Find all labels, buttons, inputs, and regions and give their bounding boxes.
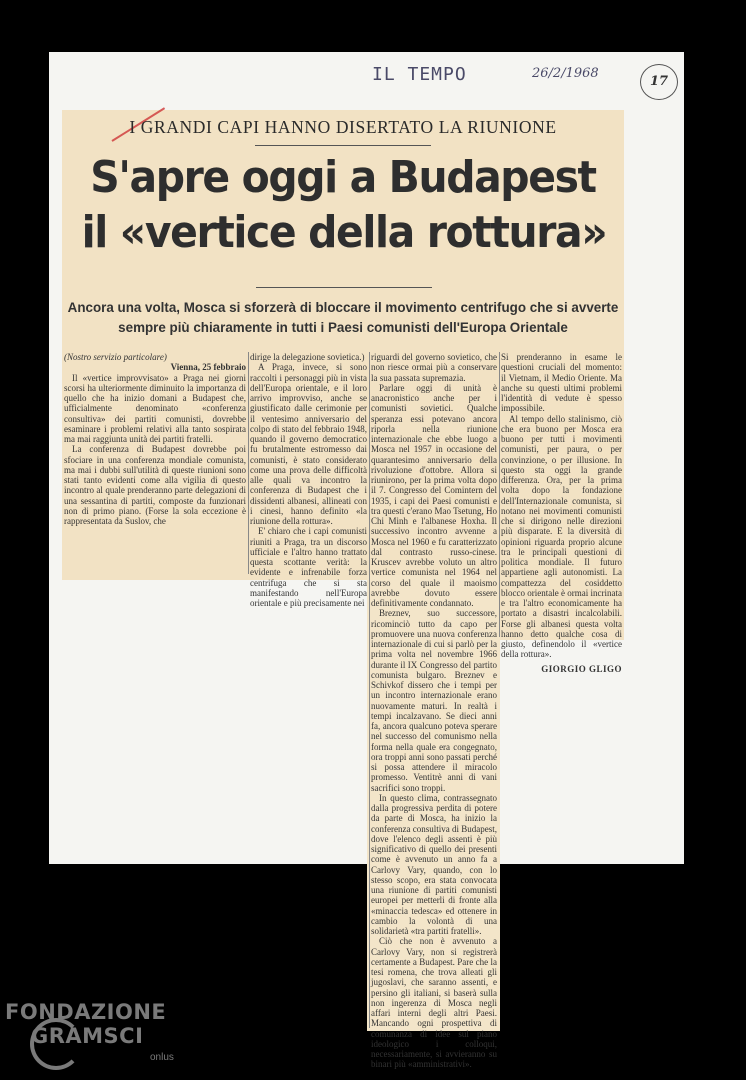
column-divider <box>369 352 370 1028</box>
kicker-rule <box>255 145 431 146</box>
paragraph: Il «vertice improvvisato» a Praga nei giorni scorsi ha ulteriormente diminuito la importanza di quello che ha inizio domani a Budapest che, ufficialmente denominato «conferenza consultiva» dei partiti comunisti, dovrebbe esaminare i problemi relativi alla tanto sospirata ma mai raggiunta unità dei partiti fratelli. <box>64 372 246 444</box>
headline-rule <box>256 287 432 288</box>
article-kicker: I GRANDI CAPI HANNO DISERTATO LA RIUNIONE <box>129 117 557 137</box>
article-headline <box>82 150 605 260</box>
paragraph: Parlare oggi di unità è anacronistico anche per i comunisti sovietici. Qualche speranza essi potevano ancora riporla nella riunione internazionale che ebbe luogo a Mosca nel 1957 in occasione del quarantesimo anniversario della rivoluzione d'ottobre. Allora si riunirono, per la prima volta dopo il 7. Congresso del Comintern del 1935, i capi dei Paesi comunisti e tra questi c'erano Mao Tsetung, Ho Chi Minh e l'albanese Hoxha. Il successivo incontro avvenne a Mosca nel 1960 e fu caratterizzato dal contrasto russo-cinese. Kruscev avrebbe voluto un altro vertice comunista nel 1964 nel corso del quale il maoismo avrebbe dovuto essere definitivamente condannato. <box>371 382 497 608</box>
paragraph: A Praga, invece, si sono raccolti i personaggi più in vista dell'Europa orientale, e il loro arrivo improvviso, anche se giustificato dalle cerimonie per il ventesimo anniversario del colpo di stato del febbraio 1948, quando il governo democratico fu brutalmente estromesso dai comunisti, è stato considerato come una prova delle difficoltà alle quali va incontro la conferenza di Budapest che i dissidenti albanesi, allineati con i cinesi, hanno definito «la riunione della rottura». <box>250 362 367 526</box>
folio-number: 17 <box>640 64 678 100</box>
byline-service: (Nostro servizio particolare) <box>64 352 167 362</box>
article-column-2 <box>250 352 367 608</box>
logo-line-2: GRAMSCI <box>31 1024 144 1048</box>
logo-onlus: onlus <box>150 1052 174 1063</box>
article-column-3 <box>371 352 497 1070</box>
column-divider <box>499 352 500 637</box>
paragraph: Ciò che non è avvenuto a Carlovy Vary, non si registrerà certamente a Budapest. Pare che la tesi romena, che trova alleati gli jugoslavi, che saranno assenti, e persino gli italiani, si baserà sulla non ingerenza di Mosca negli affari interni degli altri Paesi. Mancando ogni prospettiva di comunanza di idee sul piano ideologico i colloqui, necessariamente, si avvieranno su binari più «amministrativi». <box>371 936 497 1070</box>
headline-line-1: S'apre oggi a Budapest <box>90 152 596 203</box>
article-column-4 <box>501 352 622 674</box>
author-signature: GIORGIO GLIGO <box>541 663 622 674</box>
column-divider <box>248 352 249 574</box>
paragraph: riguardi del governo sovietico, che non riesce ormai più a conservare la sua passata supremazia. <box>371 352 497 383</box>
logo-line-1: FONDAZIONE <box>5 1000 167 1024</box>
headline-line-2: il «vertice della rottura» <box>81 207 607 258</box>
article-subhead: Ancora una volta, Mosca si sforzerà di bloccare il movimento centrifugo che si avverte sempre più chiaramente in tutti i Paesi comunisti dell'Europa Orientale <box>67 300 619 335</box>
handwritten-date: 26/2/1968 <box>532 66 599 81</box>
paragraph: Al tempo dello stalinismo, ciò che era buono per Mosca era buono per tutti i movimenti comunisti, per paura, o per convinzione, o per illusione. In questo sta oggi la grande differenza. Ora, per la prima volta dopo la fondazione dell'Internazionale comunista, si notano nei movimenti comunisti che si dirigono nelle direzioni più disparate. E la diversità di opinioni riguarda proprio alcune tra le principali questioni di politica mondiale. Il futuro appartiene agli autonomisti. La compattezza del cosiddetto blocco orientale è ormai incrinata e tra l'altro economicamente ha portato a disastri incalcolabili. Forse gli albanesi questa volta hanno detto qualche cosa di giusto, definendolo il «vertice della rottura». <box>501 413 622 660</box>
paragraph: E' chiaro che i capi comunisti riuniti a Praga, tra un discorso ufficiale e l'altro hanno trattato questa scottante verità: la evidente e infrenabile forza centrifuga che si sta manifestando nell'Europa orientale e più precisamente nei <box>250 526 367 608</box>
paragraph: La conferenza di Budapest dovrebbe poi sfociare in una conferenza mondiale comunista, ma mai i dubbi sull'utilità di queste riunioni sono stati tanto evidenti come alla vigilia di questo incontro al quale prenderanno parte delegazioni di una sessantina di partiti, composte da funzionari non di primo piano. (Forse la sola eccezione è rappresentata da Suslov, che <box>64 444 246 526</box>
paragraph: In questo clima, contrassegnato dalla progressiva perdita di potere da parte di Mosca, ha inizio la conferenza consultiva di Budapest, dove l'elenco degli assenti è più significativo di quello dei presenti come è avvenuto un anno fa a Carlovy Vary, quando, con lo stesso scopo, era stata convocata una riunione di partiti comunisti europei per metterli di fronte alla «minaccia tedesca» ed ottenere in cambio la volontà di una solidarietà «tra partiti fratelli». <box>371 792 497 936</box>
handwritten-source: IL TEMPO <box>372 64 467 85</box>
foundation-logo <box>5 1000 166 1048</box>
paragraph: Breznev, suo successore, ricominciò tutto da capo per promuovere una nuova conferenza internazionale di cui si parlò per la prima volta nel novembre 1966 durante il IX Congresso del partito comunista bulgaro. Breznev e Schivkof dissero che i tempi per un incontro internazionale erano nuovamente maturi. In realtà i tempi incalzavano. Se dieci anni fa, ancora qualcuno poteva sperare nel successo del comunismo nella forma nella quale era congegnato, ora troppi anni sono passati perché si possa attendere il miracolo promesso. Ventitrè anni di vani sacrifici sono troppi. <box>371 608 497 793</box>
article-column-1 <box>64 352 246 574</box>
paragraph: Si prenderanno in esame le questioni cruciali del momento: il Vietnam, il Medio Oriente. Ma anche su questi ultimi problemi l'identità di vedute è spesso impossibile. <box>501 352 622 414</box>
dateline: Vienna, 25 febbraio <box>170 362 246 373</box>
paragraph: dirige la delegazione sovietica.) <box>250 352 365 362</box>
